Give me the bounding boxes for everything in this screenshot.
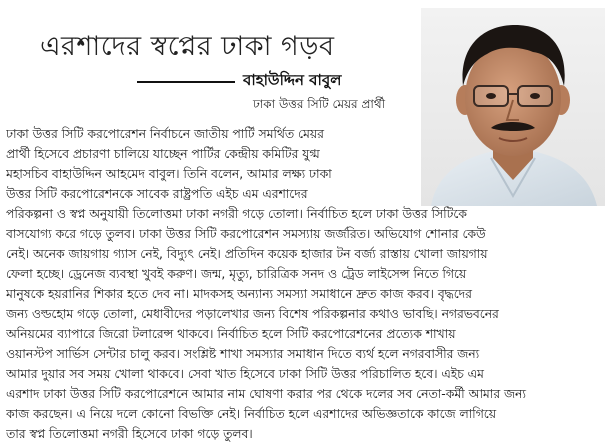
body-line: ফেলা হচ্ছে। ড্রেনেজ ব্যবস্থা খুবই করুণ। জন্ম, মৃত্যু, চারিত্রিক সনদ ও ট্রেড লাইসেন্স নিতে গিয়ে — [6, 267, 467, 281]
body-line: নেই। অনেক জায়গায় গ্যাস নেই, বিদ্যুৎ নেই। প্রতিদিন কয়েক হাজার টন বর্জ্য রাস্তায় খোলা জায়গায় — [6, 247, 488, 261]
body-line: পরিকল্পনা ও স্বপ্ন অনুযায়ী তিলোত্তমা ঢাকা নগরী গড়ে তোলা। নির্বাচিত হলে ঢাকা উত্তর সিটিকে — [6, 207, 467, 221]
byline-rule — [137, 81, 235, 83]
article-body — [6, 124, 602, 444]
body-line: ওয়ানস্টপ সার্ভিস সেন্টার চালু করব। সংশ্লিষ্ট শাখা সমস্যার সমাধান দিতে ব্যর্থ হলে নগরবাসীর জন্য — [6, 347, 480, 361]
body-line: অনিয়মের ব্যাপারে জিরো টলারেন্স থাকবে। নির্বাচিত হলে সিটি করপোরেশনের প্রত্যেক শাখায় — [6, 327, 456, 341]
byline — [137, 66, 407, 94]
body-line: উত্তর সিটি করপোরেশনকে সাবেক রাষ্ট্রপতি এইচ এম এরশাদের — [6, 187, 308, 201]
body-line: আমার দুয়ার সব সময় খোলা থাকবে। সেবা খাত হিসেবে ঢাকা সিটি উত্তর পরিচালিত হবে। এইচ এম — [6, 367, 484, 381]
body-line: মানুষকে হয়রানির শিকার হতে দেব না। মাদকসহ অন্যান্য সমস্যা সমাধানে দ্রুত কাজ করব। বৃদ্ধদের — [6, 287, 472, 301]
author-designation: ঢাকা উত্তর সিটি মেয়র প্রার্থী — [253, 97, 386, 111]
author-name: বাহাউদ্দিন বাবুল — [243, 71, 342, 89]
body-line: তার স্বপ্ন তিলোত্তমা নগরী হিসেবে ঢাকা গড়ে তুলব। — [6, 427, 253, 441]
body-line: কাজ করছেন। এ নিয়ে দলে কোনো বিভক্তি নেই। নির্বাচিত হলে এরশাদের অভিজ্ঞতাকে কাজে লাগিয়ে — [6, 407, 496, 421]
body-line: এরশাদ ঢাকা উত্তর সিটি করপোরেশনে আমার নাম ঘোষণা করার পর থেকে দলের সব নেতা-কর্মী আমার জন্য — [6, 387, 526, 401]
body-line: ঢাকা উত্তর সিটি করপোরেশন নির্বাচনে জাতীয় পার্টি সমর্থিত মেয়র — [6, 127, 324, 141]
body-line: মহাসচিব বাহাউদ্দিন আহমেদ বাবুল। তিনি বলেন, আমার লক্ষ্য ঢাকা — [6, 167, 332, 181]
body-line: প্রার্থী হিসেবে প্রচারণা চালিয়ে যাচ্ছেন পার্টির কেন্দ্রীয় কমিটির যুগ্ম — [6, 147, 320, 161]
body-line: জন্য ওল্ডহোম গড়ে তোলা, মেধাবীদের পড়ালেখার জন্য বিশেষ পরিকল্পনার কথাও ভাবছি। নগরভবনের — [6, 307, 499, 321]
article-headline: এরশাদের স্বপ্নের ঢাকা গড়ব — [40, 31, 335, 62]
body-line: বাসযোগ্য করে গড়ে তুলব। ঢাকা উত্তর সিটি করপোরেশন সমস্যায় জর্জরিত। অভিযোগ শোনার কেউ — [6, 227, 486, 241]
